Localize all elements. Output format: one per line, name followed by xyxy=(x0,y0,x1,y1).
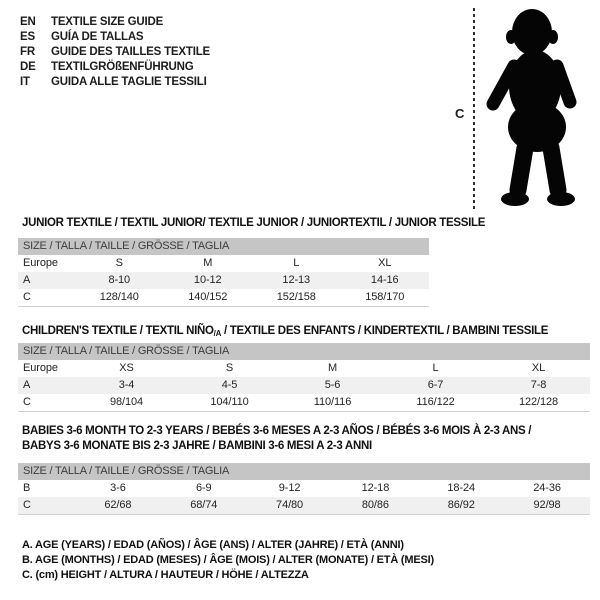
children-title-post: / TEXTILE DES ENFANTS / KINDERTEXTIL / BAMBINI TESSILE xyxy=(221,325,549,337)
height-cell: 116/122 xyxy=(416,396,455,408)
baby-silhouette-icon xyxy=(481,6,595,210)
babies-section-title-line1: BABIES 3-6 MONTH TO 2-3 YEARS / BEBÉS 3-6 MESES A 2-3 AÑOS / BÉBÉS 3-6 MOIS À 2-3 ANS / xyxy=(22,425,532,437)
size-cell: XS xyxy=(119,362,134,374)
junior-section-title: JUNIOR TEXTILE / TEXTIL JUNIOR/ TEXTILE JUNIOR / JUNIORTEXTIL / JUNIOR TESSILE xyxy=(22,217,486,229)
row-label: A xyxy=(23,379,31,391)
size-cell: L xyxy=(432,362,439,374)
language-row-fr xyxy=(20,45,210,60)
age-cell: 7-8 xyxy=(530,379,547,391)
table-row-height xyxy=(18,289,429,306)
age-cell: 6-9 xyxy=(195,482,212,494)
footnote-b: B. AGE (MONTHS) / EDAD (MESES) / ÂGE (MOIS) / ALTER (MONATE) / ETÀ (MESI) xyxy=(22,554,434,566)
age-cell: 12-13 xyxy=(282,274,311,286)
row-label: B xyxy=(23,482,31,494)
language-title: GUIDE DES TAILLES TEXTILE xyxy=(51,46,210,58)
height-cell: 92/98 xyxy=(533,499,561,511)
table-row-height xyxy=(18,497,590,514)
age-cell: 18-24 xyxy=(447,482,476,494)
junior-size-table xyxy=(18,238,429,307)
height-cell: 98/104 xyxy=(109,396,144,408)
size-cell: M xyxy=(203,257,213,269)
row-label: A xyxy=(23,274,31,286)
language-code: FR xyxy=(20,46,35,58)
age-cell: 24-36 xyxy=(533,482,561,494)
row-label: C xyxy=(23,396,31,408)
height-label-c: C xyxy=(455,106,465,121)
language-title: TEXTILGRÖßENFÜHRUNG xyxy=(51,61,194,73)
age-cell: 12-18 xyxy=(361,482,390,494)
children-size-table xyxy=(18,343,590,412)
height-measure-line xyxy=(473,8,475,210)
height-cell: 80/86 xyxy=(361,499,389,511)
age-cell: 3-6 xyxy=(110,482,126,494)
table-row-age xyxy=(18,377,590,394)
age-cell: 6-7 xyxy=(427,379,444,391)
language-code: DE xyxy=(20,61,36,73)
language-row-en xyxy=(20,15,210,30)
age-cell: 8-10 xyxy=(108,274,131,286)
size-header-band: SIZE / TALLA / TAILLE / GRÖSSE / TAGLIA xyxy=(18,238,429,255)
height-cell: 158/170 xyxy=(365,291,405,303)
babies-section-title-line2: BABYS 3-6 MONATE BIS 2-3 JAHRE / BAMBINI 3-6 MESI A 2-3 ANNI xyxy=(22,440,372,452)
language-code: ES xyxy=(20,31,35,43)
language-row-it xyxy=(20,75,210,90)
language-row-es xyxy=(20,30,210,45)
height-cell: 128/140 xyxy=(99,291,139,303)
height-cell: 140/152 xyxy=(188,291,228,303)
size-cell: S xyxy=(225,362,234,374)
language-code: IT xyxy=(20,76,30,88)
height-cell: 68/74 xyxy=(190,499,218,511)
size-cell: XL xyxy=(378,257,392,269)
age-cell: 5-6 xyxy=(324,379,341,391)
height-cell: 104/110 xyxy=(210,396,249,408)
age-cell: 10-12 xyxy=(193,274,222,286)
table-row-height xyxy=(18,394,590,411)
table-row-age-months xyxy=(18,480,590,497)
children-title-pre: CHILDREN'S TEXTILE / TEXTIL NIÑO xyxy=(22,325,214,337)
language-title: GUÍA DE TALLAS xyxy=(51,31,144,43)
language-list xyxy=(20,15,210,90)
footnote-c: C. (cm) HEIGHT / ALTURA / HAUTEUR / HÖHE / ALTEZZA xyxy=(22,569,309,581)
row-label: C xyxy=(23,499,31,511)
row-label: Europe xyxy=(23,362,58,374)
size-header-band: SIZE / TALLA / TAILLE / GRÖSSE / TAGLIA xyxy=(18,343,590,360)
age-cell: 9-12 xyxy=(278,482,301,494)
size-cell: L xyxy=(293,257,300,269)
table-row-europe xyxy=(18,255,429,272)
age-cell: 14-16 xyxy=(370,274,399,286)
height-cell: 122/128 xyxy=(518,396,559,408)
table-row-europe xyxy=(18,360,590,377)
language-title: GUIDA ALLE TAGLIE TESSILI xyxy=(51,76,207,88)
babies-size-table xyxy=(18,463,590,515)
age-cell: 3-4 xyxy=(118,379,135,391)
height-cell: 74/80 xyxy=(276,499,304,511)
size-header-band: SIZE / TALLA / TAILLE / GRÖSSE / TAGLIA xyxy=(18,463,590,480)
language-code: EN xyxy=(20,16,36,28)
row-label: C xyxy=(23,291,31,303)
height-cell: 86/92 xyxy=(447,499,475,511)
language-title: TEXTILE SIZE GUIDE xyxy=(51,16,164,28)
height-cell: 152/158 xyxy=(276,291,316,303)
size-cell: M xyxy=(327,362,338,374)
table-row-age xyxy=(18,272,429,289)
footnotes xyxy=(22,538,434,583)
age-cell: 4-5 xyxy=(221,379,238,391)
children-section-title xyxy=(22,325,548,338)
size-cell: S xyxy=(115,257,123,269)
language-row-de xyxy=(20,60,210,75)
children-title-sub: /A xyxy=(213,329,222,338)
footnote-a: A. AGE (YEARS) / EDAD (AÑOS) / ÂGE (ANS) / ALTER (JAHRE) / ETÀ (ANNI) xyxy=(22,539,404,551)
row-label: Europe xyxy=(23,257,58,269)
size-cell: XL xyxy=(531,362,546,374)
height-cell: 62/68 xyxy=(104,499,132,511)
height-cell: 110/116 xyxy=(313,396,352,408)
